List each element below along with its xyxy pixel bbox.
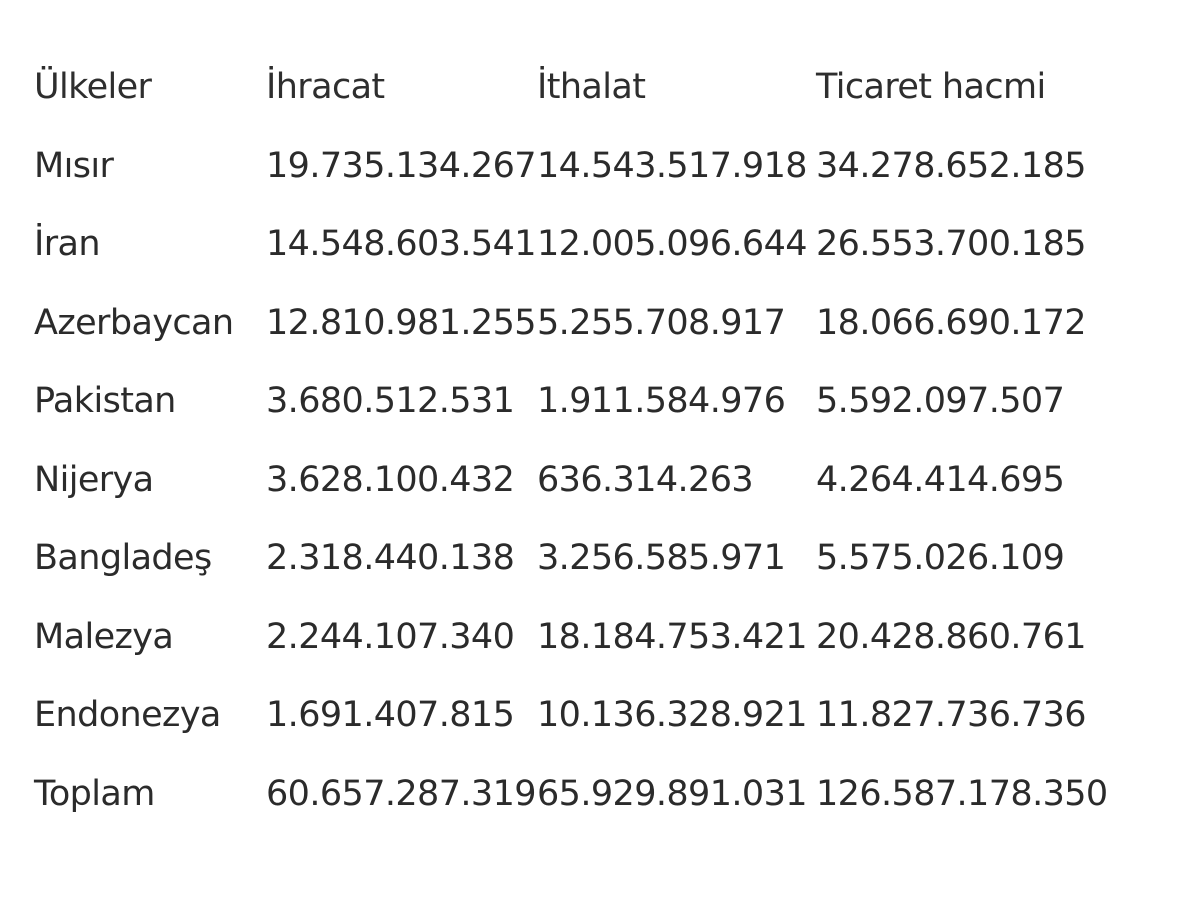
trade-volume-cell: 20.428.860.761 <box>816 616 1086 657</box>
trade-volume-cell: 11.827.736.736 <box>816 695 1086 736</box>
header-countries: Ülkeler <box>34 67 152 108</box>
header-imports: İthalat <box>537 67 646 108</box>
export-cell: 19.735.134.267 <box>266 145 536 186</box>
import-cell: 1.911.584.976 <box>537 381 786 422</box>
trade-volume-cell: 34.278.652.185 <box>816 145 1086 186</box>
trade-volume-cell: 18.066.690.172 <box>816 302 1086 343</box>
export-cell: 2.244.107.340 <box>266 616 515 657</box>
import-cell: 14.543.517.918 <box>537 145 807 186</box>
header-exports: İhracat <box>266 67 385 108</box>
country-cell: Bangladeş <box>34 538 212 579</box>
table-header-row <box>34 48 1164 127</box>
country-cell: Pakistan <box>34 381 176 422</box>
import-cell: 10.136.328.921 <box>537 695 807 736</box>
export-cell: 1.691.407.815 <box>266 695 515 736</box>
import-cell: 18.184.753.421 <box>537 616 807 657</box>
total-label-cell: Toplam <box>34 773 155 814</box>
country-cell: İran <box>34 224 100 265</box>
import-cell: 12.005.096.644 <box>537 224 807 265</box>
table-row <box>34 676 1164 755</box>
total-trade-volume-cell: 126.587.178.350 <box>816 773 1108 814</box>
total-import-cell: 65.929.891.031 <box>537 773 807 814</box>
trade-volume-cell: 4.264.414.695 <box>816 459 1065 500</box>
country-cell: Mısır <box>34 145 114 186</box>
country-cell: Nijerya <box>34 459 154 500</box>
table-row <box>34 127 1164 206</box>
total-export-cell: 60.657.287.319 <box>266 773 536 814</box>
table-row <box>34 362 1164 441</box>
export-cell: 12.810.981.255 <box>266 302 536 343</box>
table-row <box>34 598 1164 677</box>
header-trade-volume: Ticaret hacmi <box>816 67 1046 108</box>
import-cell: 3.256.585.971 <box>537 538 786 579</box>
import-cell: 636.314.263 <box>537 459 754 500</box>
trade-volume-cell: 5.592.097.507 <box>816 381 1065 422</box>
country-cell: Azerbaycan <box>34 302 234 343</box>
trade-volume-cell: 26.553.700.185 <box>816 224 1086 265</box>
table-row <box>34 284 1164 363</box>
country-cell: Endonezya <box>34 695 221 736</box>
table-row <box>34 519 1164 598</box>
table-total-row <box>34 755 1164 834</box>
country-cell: Malezya <box>34 616 174 657</box>
export-cell: 14.548.603.541 <box>266 224 536 265</box>
trade-volume-cell: 5.575.026.109 <box>816 538 1065 579</box>
import-cell: 5.255.708.917 <box>537 302 786 343</box>
trade-table <box>34 48 1164 833</box>
export-cell: 3.628.100.432 <box>266 459 515 500</box>
export-cell: 2.318.440.138 <box>266 538 515 579</box>
export-cell: 3.680.512.531 <box>266 381 515 422</box>
table-row <box>34 205 1164 284</box>
table-row <box>34 441 1164 520</box>
